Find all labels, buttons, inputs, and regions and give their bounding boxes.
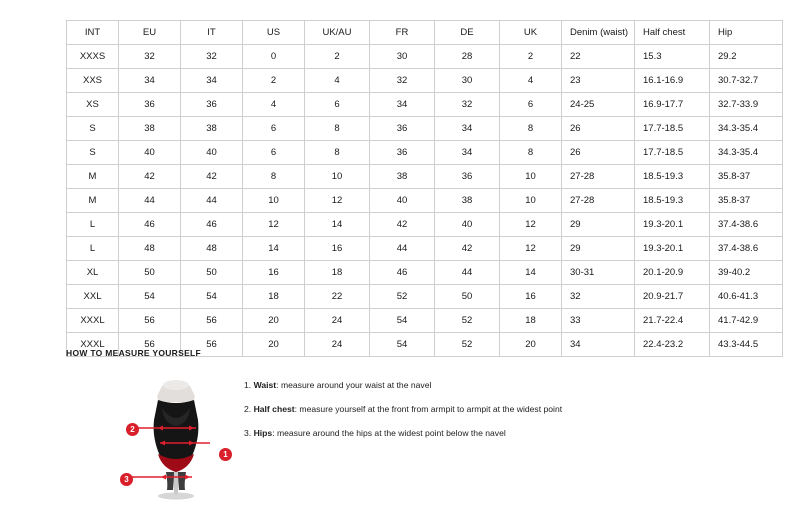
step-number-3: 3.: [244, 428, 252, 438]
cell-us: 20: [243, 309, 305, 333]
measurement-step-1: [244, 380, 744, 391]
cell-uk: 20: [500, 333, 562, 357]
table-body: [67, 45, 783, 357]
cell-int: XXS: [67, 69, 119, 93]
cell-it: 40: [181, 141, 243, 165]
cell-eu: 56: [119, 333, 181, 357]
table-row: [67, 189, 783, 213]
cell-int: L: [67, 237, 119, 261]
cell-uk: 16: [500, 285, 562, 309]
cell-uk: 10: [500, 189, 562, 213]
cell-hip: 29.2: [710, 45, 783, 69]
cell-uk-au: 24: [305, 309, 370, 333]
how-to-measure-title: HOW TO MEASURE YOURSELF: [66, 348, 202, 358]
size-chart-container: [66, 20, 759, 357]
cell-int: XL: [67, 261, 119, 285]
size-chart-table: [66, 20, 783, 357]
table-row: [67, 309, 783, 333]
cell-de: 40: [435, 213, 500, 237]
cell-fr: 46: [370, 261, 435, 285]
cell-fr: 30: [370, 45, 435, 69]
cell-de: 50: [435, 285, 500, 309]
cell-uk-au: 4: [305, 69, 370, 93]
cell-fr: 42: [370, 213, 435, 237]
cell-fr: 38: [370, 165, 435, 189]
cell-int: XS: [67, 93, 119, 117]
measurement-badge-2: 2: [126, 423, 139, 436]
cell-half-chest: 18.5-19.3: [635, 189, 710, 213]
table-header-row: [67, 21, 783, 45]
cell-us: 12: [243, 213, 305, 237]
cell-us: 6: [243, 141, 305, 165]
cell-de: 52: [435, 333, 500, 357]
cell-denim-waist: 27-28: [562, 189, 635, 213]
table-row: [67, 213, 783, 237]
cell-us: 0: [243, 45, 305, 69]
how-to-measure-section: [66, 348, 746, 498]
cell-uk-au: 12: [305, 189, 370, 213]
cell-half-chest: 20.1-20.9: [635, 261, 710, 285]
cell-fr: 32: [370, 69, 435, 93]
cell-it: 54: [181, 285, 243, 309]
cell-eu: 32: [119, 45, 181, 69]
step-number-2: 2.: [244, 404, 252, 414]
col-header-hip: Hip: [710, 21, 783, 45]
cell-us: 20: [243, 333, 305, 357]
cell-hip: 34.3-35.4: [710, 141, 783, 165]
cell-half-chest: 17.7-18.5: [635, 141, 710, 165]
cell-hip: 39-40.2: [710, 261, 783, 285]
cell-fr: 54: [370, 309, 435, 333]
cell-uk-au: 22: [305, 285, 370, 309]
cell-half-chest: 17.7-18.5: [635, 117, 710, 141]
cell-uk-au: 6: [305, 93, 370, 117]
cell-uk-au: 14: [305, 213, 370, 237]
cell-uk-au: 2: [305, 45, 370, 69]
cell-hip: 43.3-44.5: [710, 333, 783, 357]
cell-uk: 14: [500, 261, 562, 285]
cell-de: 52: [435, 309, 500, 333]
cell-half-chest: 19.3-20.1: [635, 237, 710, 261]
cell-hip: 32.7-33.9: [710, 93, 783, 117]
cell-hip: 35.8-37: [710, 189, 783, 213]
cell-uk: 6: [500, 93, 562, 117]
cell-it: 32: [181, 45, 243, 69]
cell-it: 38: [181, 117, 243, 141]
cell-us: 18: [243, 285, 305, 309]
cell-de: 32: [435, 93, 500, 117]
step-text-2: : measure yourself at the front from armpit to armpit at the widest point: [294, 404, 563, 414]
cell-denim-waist: 29: [562, 213, 635, 237]
cell-half-chest: 19.3-20.1: [635, 213, 710, 237]
mannequin-measurement-diagram: [106, 376, 246, 501]
cell-half-chest: 16.1-16.9: [635, 69, 710, 93]
cell-it: 56: [181, 309, 243, 333]
table-row: [67, 69, 783, 93]
cell-it: 50: [181, 261, 243, 285]
cell-it: 34: [181, 69, 243, 93]
cell-eu: 48: [119, 237, 181, 261]
col-header-denim-waist: Denim (waist): [562, 21, 635, 45]
cell-int: XXXS: [67, 45, 119, 69]
cell-uk-au: 10: [305, 165, 370, 189]
cell-uk-au: 18: [305, 261, 370, 285]
cell-fr: 54: [370, 333, 435, 357]
cell-uk: 2: [500, 45, 562, 69]
cell-denim-waist: 32: [562, 285, 635, 309]
step-text-3: : measure around the hips at the widest point below the navel: [272, 428, 506, 438]
cell-half-chest: 21.7-22.4: [635, 309, 710, 333]
cell-it: 36: [181, 93, 243, 117]
col-header-it: IT: [181, 21, 243, 45]
cell-de: 42: [435, 237, 500, 261]
cell-half-chest: 18.5-19.3: [635, 165, 710, 189]
cell-eu: 36: [119, 93, 181, 117]
table-row: [67, 261, 783, 285]
table-row: [67, 45, 783, 69]
cell-eu: 44: [119, 189, 181, 213]
cell-uk: 8: [500, 141, 562, 165]
col-header-fr: FR: [370, 21, 435, 45]
cell-half-chest: 22.4-23.2: [635, 333, 710, 357]
cell-hip: 34.3-35.4: [710, 117, 783, 141]
cell-uk: 10: [500, 165, 562, 189]
step-text-1: : measure around your waist at the navel: [276, 380, 432, 390]
cell-de: 30: [435, 69, 500, 93]
cell-hip: 37.4-38.6: [710, 213, 783, 237]
cell-hip: 35.8-37: [710, 165, 783, 189]
cell-denim-waist: 27-28: [562, 165, 635, 189]
cell-uk: 4: [500, 69, 562, 93]
cell-half-chest: 20.9-21.7: [635, 285, 710, 309]
cell-us: 8: [243, 165, 305, 189]
cell-it: 42: [181, 165, 243, 189]
cell-eu: 42: [119, 165, 181, 189]
cell-fr: 36: [370, 141, 435, 165]
cell-de: 36: [435, 165, 500, 189]
cell-hip: 37.4-38.6: [710, 237, 783, 261]
col-header-us: US: [243, 21, 305, 45]
cell-half-chest: 16.9-17.7: [635, 93, 710, 117]
cell-fr: 52: [370, 285, 435, 309]
how-to-measure-body: [66, 368, 746, 498]
cell-denim-waist: 29: [562, 237, 635, 261]
col-header-uk-au: UK/AU: [305, 21, 370, 45]
col-header-int: INT: [67, 21, 119, 45]
measurement-steps-list: [244, 380, 744, 452]
cell-de: 44: [435, 261, 500, 285]
cell-denim-waist: 33: [562, 309, 635, 333]
cell-eu: 40: [119, 141, 181, 165]
cell-us: 10: [243, 189, 305, 213]
cell-eu: 50: [119, 261, 181, 285]
cell-half-chest: 15.3: [635, 45, 710, 69]
cell-int: M: [67, 165, 119, 189]
cell-hip: 30.7-32.7: [710, 69, 783, 93]
col-header-half-chest: Half chest: [635, 21, 710, 45]
step-term-3: Hips: [253, 428, 273, 438]
cell-de: 34: [435, 141, 500, 165]
cell-hip: 40.6-41.3: [710, 285, 783, 309]
col-header-de: DE: [435, 21, 500, 45]
step-term-2: Half chest: [253, 404, 295, 414]
cell-int: XXXL: [67, 309, 119, 333]
cell-uk-au: 8: [305, 141, 370, 165]
cell-denim-waist: 23: [562, 69, 635, 93]
cell-uk: 8: [500, 117, 562, 141]
cell-de: 28: [435, 45, 500, 69]
cell-int: M: [67, 189, 119, 213]
cell-uk: 18: [500, 309, 562, 333]
cell-denim-waist: 22: [562, 45, 635, 69]
measurement-badge-3: 3: [120, 473, 133, 486]
cell-fr: 40: [370, 189, 435, 213]
table-row: [67, 165, 783, 189]
cell-int: L: [67, 213, 119, 237]
cell-de: 38: [435, 189, 500, 213]
cell-fr: 44: [370, 237, 435, 261]
col-header-eu: EU: [119, 21, 181, 45]
cell-uk: 12: [500, 237, 562, 261]
measurement-step-2: [244, 404, 744, 415]
cell-uk-au: 16: [305, 237, 370, 261]
cell-denim-waist: 24-25: [562, 93, 635, 117]
cell-fr: 36: [370, 117, 435, 141]
cell-us: 2: [243, 69, 305, 93]
cell-denim-waist: 26: [562, 141, 635, 165]
step-term-1: Waist: [253, 380, 277, 390]
cell-us: 4: [243, 93, 305, 117]
cell-it: 44: [181, 189, 243, 213]
cell-eu: 38: [119, 117, 181, 141]
step-number-1: 1.: [244, 380, 252, 390]
table-row: [67, 93, 783, 117]
cell-eu: 54: [119, 285, 181, 309]
cell-uk-au: 8: [305, 117, 370, 141]
cell-us: 6: [243, 117, 305, 141]
cell-eu: 46: [119, 213, 181, 237]
cell-it: 56: [181, 333, 243, 357]
cell-denim-waist: 30-31: [562, 261, 635, 285]
cell-denim-waist: 26: [562, 117, 635, 141]
cell-int: XXL: [67, 285, 119, 309]
table-row: [67, 237, 783, 261]
cell-us: 14: [243, 237, 305, 261]
cell-denim-waist: 34: [562, 333, 635, 357]
table-row: [67, 117, 783, 141]
col-header-uk: UK: [500, 21, 562, 45]
cell-int: S: [67, 141, 119, 165]
cell-it: 46: [181, 213, 243, 237]
cell-uk: 12: [500, 213, 562, 237]
cell-it: 48: [181, 237, 243, 261]
cell-int: XXXL: [67, 333, 119, 357]
table-row: [67, 285, 783, 309]
cell-eu: 56: [119, 309, 181, 333]
cell-uk-au: 24: [305, 333, 370, 357]
cell-de: 34: [435, 117, 500, 141]
cell-hip: 41.7-42.9: [710, 309, 783, 333]
cell-fr: 34: [370, 93, 435, 117]
measurement-step-3: [244, 428, 744, 439]
measurement-badge-1: 1: [219, 448, 232, 461]
cell-us: 16: [243, 261, 305, 285]
cell-int: S: [67, 117, 119, 141]
cell-eu: 34: [119, 69, 181, 93]
table-row: [67, 141, 783, 165]
